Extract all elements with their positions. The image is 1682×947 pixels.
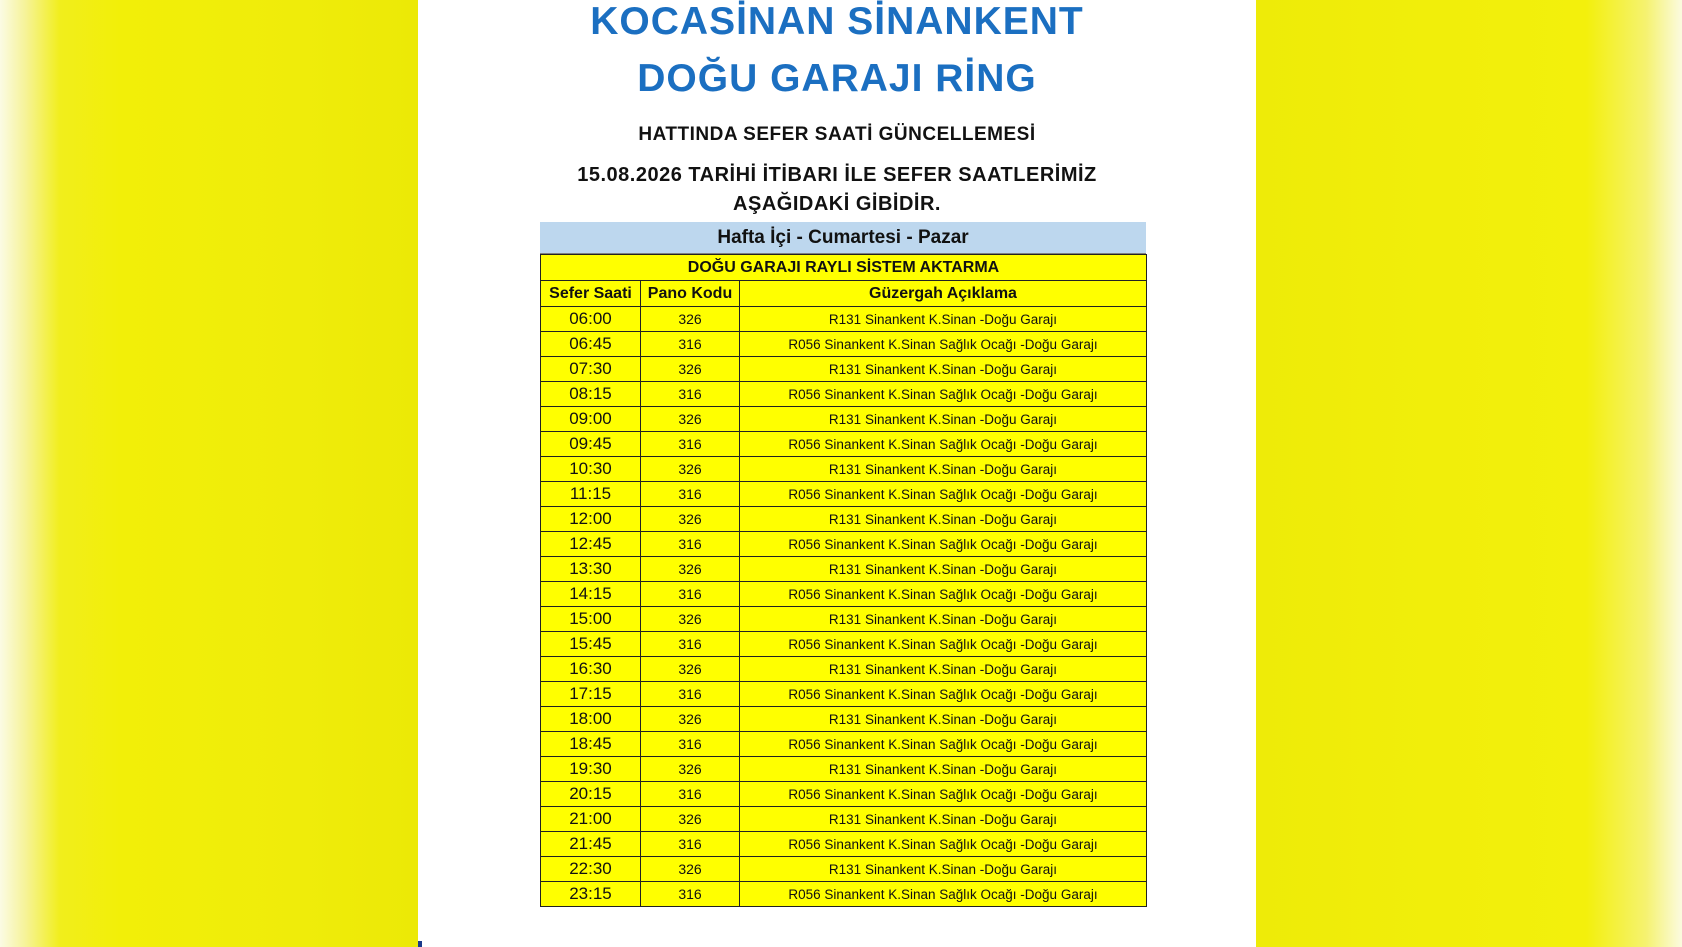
departure-time-cell: 22:30 <box>541 857 641 882</box>
route-description-cell: R131 Sinankent K.Sinan -Doğu Garajı <box>740 557 1147 582</box>
notice-line-1: 15.08.2026 TARİHİ İTİBARI İLE SEFER SAATLERİMİZ <box>577 164 1097 186</box>
table-row <box>541 457 1147 482</box>
departure-time-cell: 17:15 <box>541 682 641 707</box>
board-code-cell: 326 <box>641 757 740 782</box>
departure-time-cell: 06:00 <box>541 307 641 332</box>
route-description-cell: R131 Sinankent K.Sinan -Doğu Garajı <box>740 807 1147 832</box>
board-code-cell: 316 <box>641 532 740 557</box>
table-row <box>541 707 1147 732</box>
route-description-cell: R131 Sinankent K.Sinan -Doğu Garajı <box>740 457 1147 482</box>
notice-line-2: AŞAĞIDAKİ GİBİDİR. <box>733 193 941 215</box>
board-code-cell: 316 <box>641 882 740 907</box>
board-code-cell: 316 <box>641 382 740 407</box>
board-code-cell: 326 <box>641 407 740 432</box>
table-row <box>541 357 1147 382</box>
board-code-cell: 326 <box>641 357 740 382</box>
table-row <box>541 632 1147 657</box>
route-description-cell: R131 Sinankent K.Sinan -Doğu Garajı <box>740 857 1147 882</box>
column-header-time: Sefer Saati <box>541 281 641 307</box>
route-description-cell: R131 Sinankent K.Sinan -Doğu Garajı <box>740 357 1147 382</box>
schedule-table-body <box>541 307 1147 907</box>
route-description-cell: R056 Sinankent K.Sinan Sağlık Ocağı -Doğu Garajı <box>740 582 1147 607</box>
route-description-cell: R056 Sinankent K.Sinan Sağlık Ocağı -Doğu Garajı <box>740 332 1147 357</box>
table-row <box>541 782 1147 807</box>
board-code-cell: 316 <box>641 732 740 757</box>
route-description-cell: R056 Sinankent K.Sinan Sağlık Ocağı -Doğu Garajı <box>740 882 1147 907</box>
table-row <box>541 382 1147 407</box>
poster-subtitle: HATTINDA SEFER SAATİ GÜNCELLEMESİ <box>638 124 1036 145</box>
departure-time-cell: 15:45 <box>541 632 641 657</box>
column-header-route: Güzergah Açıklama <box>740 281 1147 307</box>
column-header-row <box>541 281 1147 307</box>
table-row <box>541 582 1147 607</box>
table-row <box>541 732 1147 757</box>
left-background-panel <box>0 0 418 947</box>
departure-time-cell: 21:00 <box>541 807 641 832</box>
route-description-cell: R056 Sinankent K.Sinan Sağlık Ocağı -Doğu Garajı <box>740 482 1147 507</box>
board-code-cell: 326 <box>641 707 740 732</box>
table-row <box>541 307 1147 332</box>
poster-title-line-1: KOCASİNAN SİNANKENT <box>590 0 1084 43</box>
departure-time-cell: 20:15 <box>541 782 641 807</box>
departure-time-cell: 14:15 <box>541 582 641 607</box>
route-description-cell: R131 Sinankent K.Sinan -Doğu Garajı <box>740 307 1147 332</box>
board-code-cell: 326 <box>641 607 740 632</box>
table-row <box>541 607 1147 632</box>
route-description-cell: R056 Sinankent K.Sinan Sağlık Ocağı -Doğu Garajı <box>740 682 1147 707</box>
table-row <box>541 757 1147 782</box>
departure-time-cell: 19:30 <box>541 757 641 782</box>
board-code-cell: 326 <box>641 307 740 332</box>
route-description-cell: R131 Sinankent K.Sinan -Doğu Garajı <box>740 607 1147 632</box>
departure-time-cell: 06:45 <box>541 332 641 357</box>
departure-time-cell: 23:15 <box>541 882 641 907</box>
route-description-cell: R056 Sinankent K.Sinan Sağlık Ocağı -Doğu Garajı <box>740 432 1147 457</box>
board-code-cell: 326 <box>641 507 740 532</box>
table-row <box>541 332 1147 357</box>
schedule-poster <box>418 0 1256 947</box>
column-header-code: Pano Kodu <box>641 281 740 307</box>
departure-time-cell: 16:30 <box>541 657 641 682</box>
route-description-cell: R056 Sinankent K.Sinan Sağlık Ocağı -Doğu Garajı <box>740 532 1147 557</box>
route-description-cell: R131 Sinankent K.Sinan -Doğu Garajı <box>740 657 1147 682</box>
table-row <box>541 657 1147 682</box>
table-row <box>541 807 1147 832</box>
departure-time-cell: 09:00 <box>541 407 641 432</box>
table-row <box>541 532 1147 557</box>
route-description-cell: R131 Sinankent K.Sinan -Doğu Garajı <box>740 757 1147 782</box>
route-description-cell: R056 Sinankent K.Sinan Sağlık Ocağı -Doğu Garajı <box>740 382 1147 407</box>
table-row <box>541 882 1147 907</box>
route-description-cell: R131 Sinankent K.Sinan -Doğu Garajı <box>740 407 1147 432</box>
departure-time-cell: 18:00 <box>541 707 641 732</box>
board-code-cell: 326 <box>641 807 740 832</box>
table-row <box>541 557 1147 582</box>
board-code-cell: 326 <box>641 857 740 882</box>
departure-time-cell: 12:45 <box>541 532 641 557</box>
route-description-cell: R056 Sinankent K.Sinan Sağlık Ocağı -Doğu Garajı <box>740 732 1147 757</box>
table-row <box>541 682 1147 707</box>
board-code-cell: 326 <box>641 457 740 482</box>
departure-time-cell: 15:00 <box>541 607 641 632</box>
board-code-cell: 316 <box>641 332 740 357</box>
board-code-cell: 316 <box>641 432 740 457</box>
section-title: DOĞU GARAJI RAYLI SİSTEM AKTARMA <box>541 255 1147 281</box>
table-row <box>541 832 1147 857</box>
schedule-block <box>540 222 1146 907</box>
board-code-cell: 326 <box>641 657 740 682</box>
table-row <box>541 432 1147 457</box>
departure-time-cell: 08:15 <box>541 382 641 407</box>
departure-time-cell: 07:30 <box>541 357 641 382</box>
table-row <box>541 857 1147 882</box>
table-row <box>541 507 1147 532</box>
edge-mark <box>418 941 422 947</box>
table-row <box>541 482 1147 507</box>
schedule-table <box>540 254 1147 907</box>
board-code-cell: 316 <box>641 632 740 657</box>
departure-time-cell: 13:30 <box>541 557 641 582</box>
section-title-row <box>541 255 1147 281</box>
route-description-cell: R056 Sinankent K.Sinan Sağlık Ocağı -Doğu Garajı <box>740 782 1147 807</box>
right-background-panel <box>1256 0 1682 947</box>
departure-time-cell: 21:45 <box>541 832 641 857</box>
departure-time-cell: 11:15 <box>541 482 641 507</box>
route-description-cell: R131 Sinankent K.Sinan -Doğu Garajı <box>740 707 1147 732</box>
departure-time-cell: 10:30 <box>541 457 641 482</box>
board-code-cell: 316 <box>641 482 740 507</box>
departure-time-cell: 09:45 <box>541 432 641 457</box>
board-code-cell: 316 <box>641 832 740 857</box>
board-code-cell: 316 <box>641 782 740 807</box>
board-code-cell: 316 <box>641 582 740 607</box>
board-code-cell: 326 <box>641 557 740 582</box>
table-row <box>541 407 1147 432</box>
poster-title-line-2: DOĞU GARAJI RİNG <box>637 57 1037 100</box>
departure-time-cell: 12:00 <box>541 507 641 532</box>
route-description-cell: R131 Sinankent K.Sinan -Doğu Garajı <box>740 507 1147 532</box>
departure-time-cell: 18:45 <box>541 732 641 757</box>
route-description-cell: R056 Sinankent K.Sinan Sağlık Ocağı -Doğu Garajı <box>740 632 1147 657</box>
board-code-cell: 316 <box>641 682 740 707</box>
day-band: Hafta İçi - Cumartesi - Pazar <box>540 222 1146 254</box>
route-description-cell: R056 Sinankent K.Sinan Sağlık Ocağı -Doğu Garajı <box>740 832 1147 857</box>
